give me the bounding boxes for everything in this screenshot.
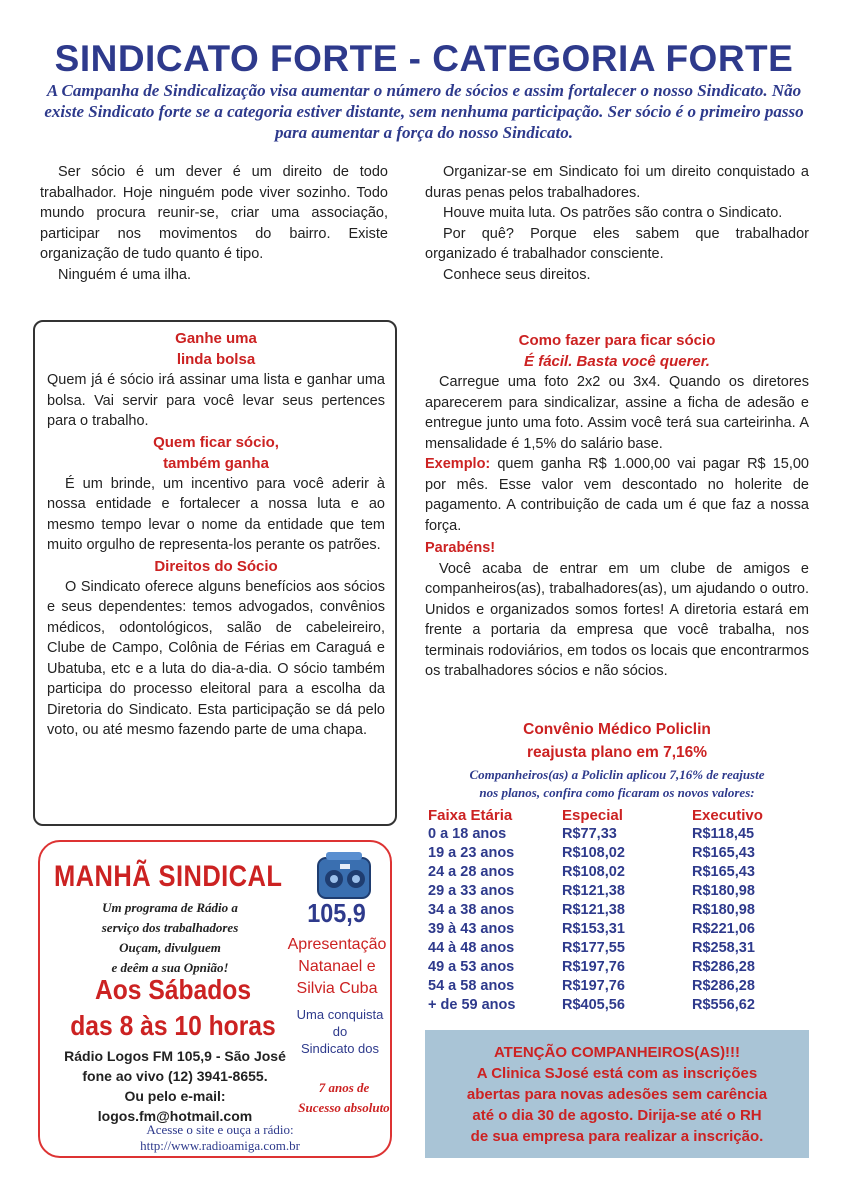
table-row (428, 863, 802, 882)
achievement-line: Uma conquista (296, 1007, 384, 1022)
schedule-line: Aos Sábados (94, 974, 252, 1005)
radio-frequency: 105,9 (307, 898, 366, 928)
presenter-line: Silvia Cuba (296, 980, 378, 997)
tag-line: Um programa de Rádio a (102, 900, 238, 915)
table-row (428, 825, 802, 844)
heading-line: também ganha (163, 454, 269, 472)
example-paragraph (425, 454, 809, 536)
example-text: quem ganha R$ 1.000,00 vai pagar R$ 15,00 por mês. Esse valor vem descontado no holerite de pagamento. A contribuição de cada um é que faz a nossa força. (425, 456, 809, 534)
site-link[interactable]: http://www.radioamiga.com.br (140, 1138, 300, 1153)
example-label: Exemplo: (425, 456, 491, 472)
paragraph: Por quê? Porque eles sabem que trabalhador organizado é trabalhador consciente. (425, 225, 809, 262)
executivo-price-cell: R$221,06 (692, 921, 755, 937)
table-row (428, 920, 802, 939)
bag-heading (47, 328, 385, 370)
rights-heading: Direitos do Sócio (154, 557, 278, 575)
heading-line: linda bolsa (176, 351, 256, 368)
achievement-line: Sindicato dos (300, 1041, 380, 1056)
age-range-cell: 24 a 28 anos (428, 864, 515, 880)
column-header: Faixa Etária (428, 807, 513, 824)
executivo-price-cell: R$118,45 (692, 826, 755, 842)
alert-line: abertas para novas adesões sem carência (466, 1086, 768, 1103)
radio-title: MANHÃ SINDICAL (54, 860, 283, 893)
radio-icon (312, 848, 376, 904)
executivo-price-cell: R$180,98 (692, 883, 755, 899)
contact-line: Ou pelo e-mail: (124, 1088, 226, 1104)
site-line: Acesse o site e ouça a rádio: (146, 1122, 294, 1137)
executivo-price-cell: R$556,62 (692, 997, 755, 1013)
rights-text: O Sindicato oferece alguns benefícios aos sócios e seus dependentes: temos advogados, convênios médicos, odontológicos, salão de cabeleireiro, Clube de Campo, Colônia de Férias em Caraguá e Ubatuba, etc e a luta do dia-a-dia. O sócio também participa do processo eleitoral para a escolha da Diretoria do Sindicato. Esta participação se dá pelo voto, ou até mesmo fazendo parte de uma chapa. (47, 578, 385, 738)
convenio-sub-line: nos planos, confira como ficaram os novos valores: (479, 785, 755, 800)
age-range-cell: 34 a 38 anos (428, 902, 515, 918)
table-row (428, 939, 802, 958)
bag-text: Quem já é sócio irá assinar uma lista e ganhar uma bolsa. Vai servir para você levar seus pertences para o trabalho. (47, 372, 385, 429)
table-row (428, 958, 802, 977)
executivo-price-cell: R$180,98 (692, 902, 755, 918)
contact-line: fone ao vivo (12) 3941-8655. (82, 1068, 268, 1084)
executivo-price-cell: R$286,28 (692, 959, 755, 975)
radio-schedule (63, 972, 283, 1044)
age-range-cell: 19 a 23 anos (428, 845, 515, 861)
paragraph: Ser sócio é um dever é um direito de todo trabalhador. Hoje ninguém pode viver sozinho. Todo mundo procura reunir-se, criar uma associação, participar nos movimentos do bairro. Existe organização de tudo quanto é tipo. (40, 164, 388, 262)
heading-line: Quem ficar sócio, (153, 433, 279, 451)
table-header-row (428, 806, 802, 825)
executivo-price-cell: R$165,43 (692, 845, 755, 861)
age-range-cell: 54 a 58 anos (428, 978, 515, 994)
right-intro-column (425, 162, 809, 285)
especial-price-cell: R$197,76 (562, 959, 625, 975)
convenio-title-line: Convênio Médico Policlin (523, 721, 711, 738)
especial-price-cell: R$121,38 (562, 902, 625, 918)
contact-email: logos.fm@hotmail.com (97, 1108, 253, 1124)
executivo-price-cell: R$258,31 (692, 940, 755, 956)
especial-price-cell: R$77,33 (562, 826, 617, 842)
table-row (428, 844, 802, 863)
benefits-box (33, 320, 397, 826)
congrats-text: Você acaba de entrar em um clube de amigos e companheiros(as), trabalhadores(as), um ajudando o outro. Unidos e organizados somos fortes! A diretoria estará em frente a portaria da empresa que você trabalha, nos terminais rodoviários, em todos os locais que encontrarmos os trabalhadores sócios e não sócios. (425, 560, 809, 679)
table-row (428, 977, 802, 996)
radio-program-ad (38, 840, 392, 1158)
radio-years (296, 1078, 392, 1118)
congrats-heading: Parabéns! (425, 540, 496, 556)
heading-line: Ganhe uma (175, 330, 257, 347)
paragraph: Conhece seus direitos. (443, 266, 591, 283)
how-to-join-section (425, 330, 809, 682)
table-row (428, 882, 802, 901)
alert-line: A Clinica SJosé está com as inscrições (476, 1065, 758, 1082)
years-line: Sucesso absoluto (298, 1100, 390, 1115)
convenio-title (425, 718, 809, 764)
executivo-price-cell: R$165,43 (692, 864, 755, 880)
age-range-cell: 0 a 18 anos (428, 826, 507, 842)
schedule-line: das 8 às 10 horas (70, 1010, 276, 1041)
convenio-sub-line: Companheiros(as) a Policlin aplicou 7,16% de reajuste (469, 767, 765, 782)
paragraph: Houve muita luta. Os patrões são contra o Sindicato. (443, 205, 783, 221)
achievement-line: do (332, 1024, 348, 1039)
especial-price-cell: R$153,31 (562, 921, 625, 937)
convenio-title-line: reajusta plano em 7,16% (526, 744, 708, 761)
especial-price-cell: R$197,76 (562, 978, 625, 994)
paragraph: Organizar-se em Sindicato foi um direito conquistado a duras penas pelos trabalhadores. (425, 164, 809, 201)
new-member-heading (47, 432, 385, 474)
age-range-cell: 39 à 43 anos (428, 921, 515, 937)
left-intro-column (40, 162, 388, 285)
price-table (428, 806, 802, 1015)
especial-price-cell: R$177,55 (562, 940, 625, 956)
alert-box (425, 1030, 809, 1158)
especial-price-cell: R$108,02 (562, 845, 625, 861)
page-title: SINDICATO FORTE - CATEGORIA FORTE (54, 38, 794, 79)
executivo-price-cell: R$286,28 (692, 978, 755, 994)
radio-tagline (50, 898, 290, 978)
column-header: Executivo (692, 807, 763, 824)
paragraph: Ninguém é uma ilha. (58, 266, 191, 283)
convenio-subtitle (425, 766, 809, 802)
presenter-line: Apresentação (287, 936, 387, 953)
radio-achievement (290, 1006, 390, 1057)
age-range-cell: 44 à 48 anos (428, 940, 515, 956)
howto-title: Como fazer para ficar sócio (518, 332, 716, 349)
alert-line: até o dia 30 de agosto. Dirija-se até o RH (472, 1107, 762, 1124)
howto-subtitle: É fácil. Basta você querer. (524, 353, 710, 370)
radio-website (50, 1122, 390, 1154)
tag-line: Ouçam, divulguem (119, 940, 221, 955)
age-range-cell: + de 59 anos (428, 997, 516, 1013)
presenter-line: Natanael e (298, 958, 376, 975)
alert-line: de sua empresa para realizar a inscrição. (470, 1128, 764, 1145)
tag-line: e deêm a sua Opnião! (111, 960, 229, 975)
tag-line: serviço dos trabalhadores (101, 920, 239, 935)
new-member-text: É um brinde, um incentivo para você aderir à nossa entidade e fortalecer a nossa luta e ao mesmo tempo levar o nome da entidade que tem muito orgulho de representa-los perante os patrões. (47, 475, 385, 553)
alert-line: ATENÇÃO COMPANHEIROS(AS)!!! (493, 1044, 741, 1061)
especial-price-cell: R$108,02 (562, 864, 625, 880)
especial-price-cell: R$121,38 (562, 883, 625, 899)
age-range-cell: 49 a 53 anos (428, 959, 515, 975)
howto-text: Carregue uma foto 2x2 ou 3x4. Quando os diretores aparecerem para sindicalizar, assine a ficha de adesão e entregue junto uma foto. Assim você terá sua carteirinha. A mensalidade é 1,5% do salário base. (425, 374, 809, 452)
table-row (428, 901, 802, 920)
intro-text: A Campanha de Sindicalização visa aumentar o número de sócios e assim fortalecer o nosso Sindicato. Não existe Sindicato forte se a categoria estiver distante, sem nenhuma participação. Ser sócio é o primeiro passo para aumentar a força do nosso Sindicato. (44, 81, 804, 142)
radio-presenters (284, 934, 390, 1000)
age-range-cell: 29 a 33 anos (428, 883, 515, 899)
radio-contact (50, 1046, 300, 1126)
especial-price-cell: R$405,56 (562, 997, 625, 1013)
column-header: Especial (562, 807, 623, 824)
table-row (428, 996, 802, 1015)
years-line: 7 anos de (318, 1080, 370, 1095)
contact-line: Rádio Logos FM 105,9 - São José (64, 1048, 286, 1064)
